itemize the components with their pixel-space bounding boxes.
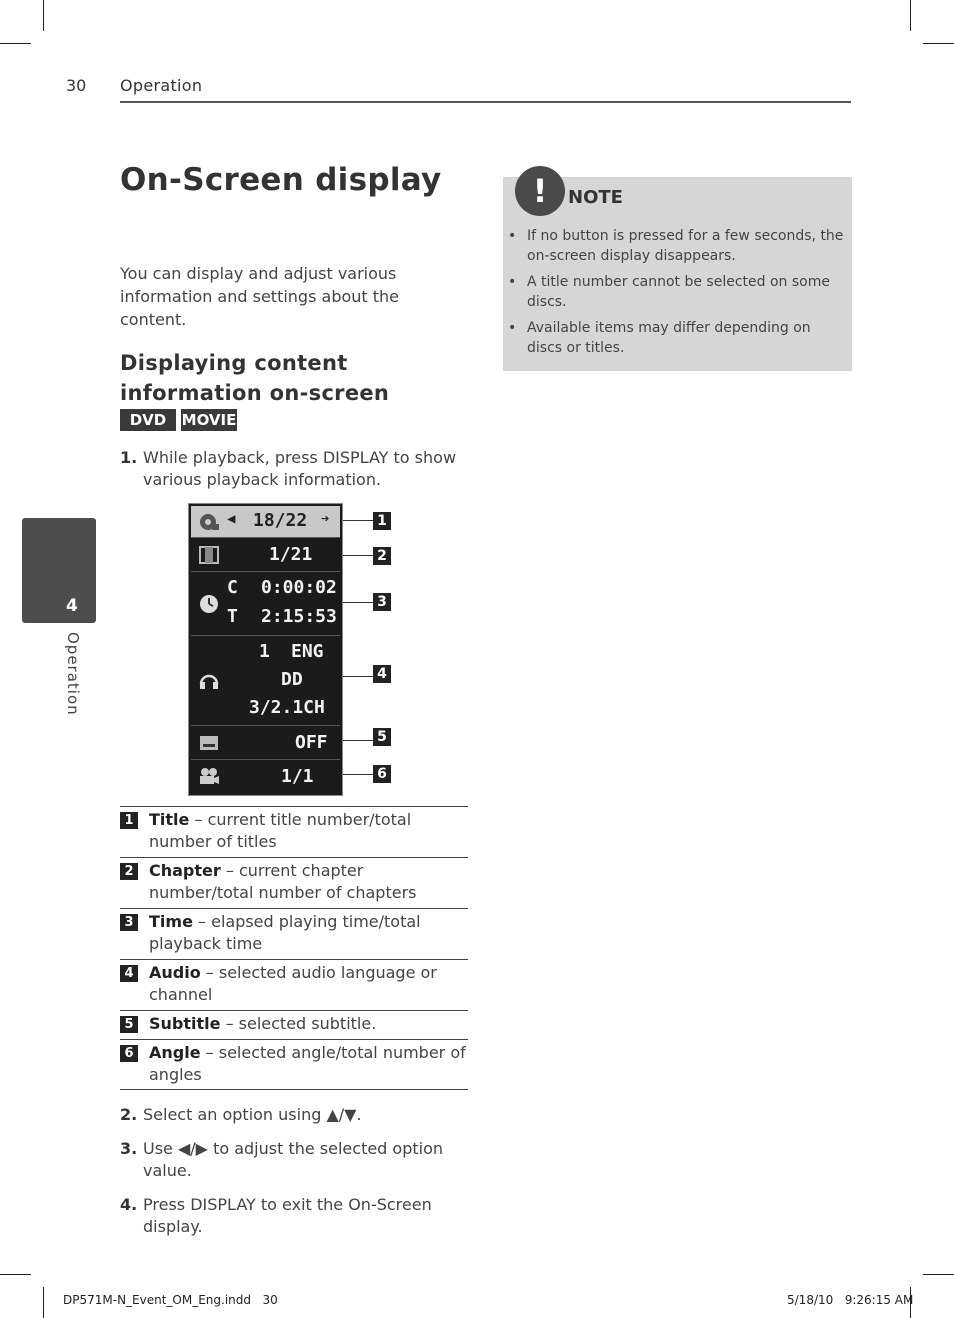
step-3: [120, 1138, 470, 1182]
right-arrow-icon: ➔: [321, 511, 330, 527]
legend-term: Chapter: [149, 861, 221, 880]
callout-1: 1: [373, 512, 391, 530]
osd-audio-channels: 3/2.1CH: [249, 697, 325, 718]
headphones-icon: [197, 670, 221, 690]
osd-time-c-label: C: [227, 577, 238, 598]
legend-text: [149, 807, 468, 853]
step-2: [120, 1104, 470, 1126]
camera-icon: [197, 766, 221, 786]
subtitle-icon: [197, 733, 221, 753]
left-arrow-icon: ◀: [227, 511, 236, 527]
crop-mark: [43, 1287, 44, 1318]
osd-panel: [188, 503, 343, 796]
subheading: Displaying content information on-screen: [120, 351, 390, 405]
callout-6: 6: [373, 765, 391, 783]
note-list: [508, 226, 848, 364]
legend-row-title: [120, 806, 468, 857]
page-number: 30: [66, 76, 87, 95]
legend-term: Subtitle: [149, 1014, 221, 1033]
callout-5: 5: [373, 728, 391, 746]
osd-time-t-value: 2:15:53: [261, 606, 337, 627]
legend-desc: – elapsed playing time/total playback time: [149, 912, 421, 953]
callout-4: 4: [373, 665, 391, 683]
film-icon: [197, 545, 221, 565]
footer-file-info: DP571M-N_Event_OM_Eng.indd 30: [63, 1293, 278, 1307]
crop-mark: [0, 1274, 31, 1275]
legend-text: [149, 858, 468, 904]
step-text: While playback, press DISPLAY to show various playback information.: [143, 448, 457, 489]
osd-subtitle-value: OFF: [295, 732, 328, 753]
legend-number: 1: [120, 812, 138, 829]
step-number: 3.: [120, 1139, 138, 1158]
chapter-tab-number: 4: [66, 596, 78, 616]
legend-term: Title: [149, 810, 190, 829]
legend-text: [149, 960, 468, 1006]
legend-number: 6: [120, 1045, 138, 1062]
legend-row-time: [120, 908, 468, 959]
legend-term: Audio: [149, 963, 201, 982]
callout-line: [343, 740, 373, 741]
note-item: • Available items may differ depending on discs or titles.: [508, 318, 848, 358]
osd-chapter-value: 1/21: [269, 544, 313, 565]
step-text: Select an option using ▲/▼.: [143, 1105, 362, 1124]
legend-desc: – current title number/total number of titles: [149, 810, 412, 851]
crop-mark: [923, 1274, 954, 1275]
disc-icon: [197, 512, 221, 532]
step-text: Press DISPLAY to exit the On-Screen display.: [143, 1195, 432, 1236]
callout-line: [343, 676, 373, 677]
legend-row-subtitle: [120, 1010, 468, 1039]
legend-text: [149, 1011, 468, 1035]
movie-badge: MOVIE: [181, 411, 237, 429]
section-title: Operation: [120, 76, 203, 95]
legend-term: Angle: [149, 1043, 201, 1062]
legend-desc: – selected audio language or channel: [149, 963, 437, 1004]
osd-time-row: [191, 572, 340, 636]
header-divider: [120, 101, 851, 103]
legend-desc: – selected subtitle.: [220, 1014, 377, 1033]
legend-desc: – current chapter number/total number of chapters: [149, 861, 417, 902]
legend-row-audio: [120, 959, 468, 1010]
legend-number: 3: [120, 914, 138, 931]
osd-audio-track: 1: [259, 641, 270, 662]
footer-timestamp: 5/18/10 9:26:15 AM: [787, 1293, 914, 1307]
note-item: • If no button is pressed for a few seconds, the on-screen display disappears.: [508, 226, 848, 266]
note-title: NOTE: [568, 187, 623, 208]
page-title: On-Screen display: [120, 162, 442, 198]
legend-number: 2: [120, 863, 138, 880]
step-number: 4.: [120, 1195, 138, 1214]
callout-3: 3: [373, 593, 391, 611]
legend-text: [149, 909, 468, 955]
osd-time-c-value: 0:00:02: [261, 577, 337, 598]
osd-audio-lang: ENG: [291, 641, 324, 662]
dvd-badge: DVD: [120, 409, 176, 431]
chapter-tab: [22, 518, 96, 623]
step-1: [120, 447, 470, 491]
crop-mark: [43, 0, 44, 31]
osd-title-row: [191, 506, 340, 538]
crop-mark: [923, 43, 954, 44]
crop-mark: [0, 43, 31, 44]
note-item: • A title number cannot be selected on some discs.: [508, 272, 848, 312]
exclamation-icon: !: [515, 166, 565, 216]
callout-line: [343, 602, 373, 603]
legend-text: [149, 1040, 468, 1086]
osd-title-value: 18/22: [253, 510, 308, 531]
osd-chapter-row: [191, 538, 340, 572]
legend-row-angle: [120, 1039, 468, 1090]
legend-desc: – selected angle/total number of angles: [149, 1043, 466, 1084]
callout-2: 2: [373, 547, 391, 565]
step-4: [120, 1194, 480, 1238]
legend-number: 4: [120, 965, 138, 982]
step-number: 1.: [120, 448, 138, 467]
osd-angle-value: 1/1: [281, 766, 314, 787]
legend-term: Time: [149, 912, 193, 931]
legend-row-chapter: [120, 857, 468, 908]
callout-line: [343, 774, 373, 775]
osd-audio-row: [191, 636, 340, 726]
callout-line: [343, 520, 373, 521]
crop-mark: [910, 0, 911, 31]
osd-subtitle-row: [191, 726, 340, 760]
clock-icon: [197, 594, 221, 614]
callout-line: [343, 555, 373, 556]
osd-angle-row: [191, 760, 340, 793]
step-number: 2.: [120, 1105, 138, 1124]
legend-number: 5: [120, 1016, 138, 1033]
chapter-tab-label: Operation: [64, 632, 82, 716]
step-text: Use ◀/▶ to adjust the selected option value.: [143, 1139, 444, 1180]
osd-audio-format: DD: [281, 669, 303, 690]
intro-paragraph: You can display and adjust various information and settings about the content.: [120, 264, 400, 329]
osd-time-t-label: T: [227, 606, 238, 627]
